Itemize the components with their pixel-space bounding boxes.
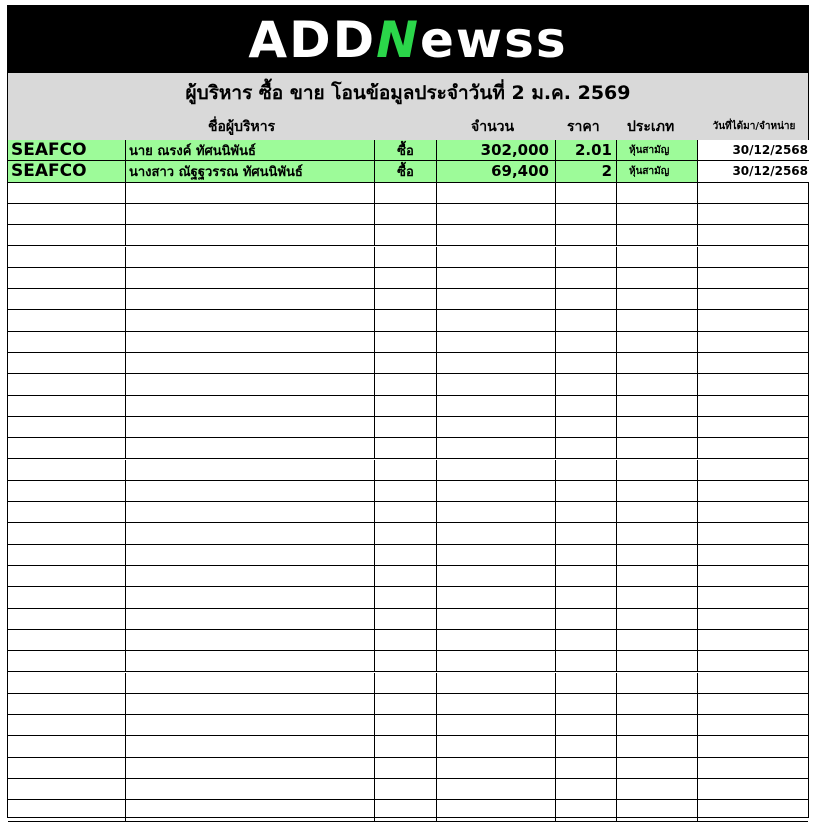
security-type-cell: [617, 502, 698, 522]
price-cell: [556, 523, 617, 543]
date-cell: [698, 523, 810, 543]
executive-name-cell: [126, 438, 375, 458]
header-amount: จำนวน: [471, 113, 514, 140]
date-cell: [698, 268, 810, 288]
date-cell: [698, 396, 810, 416]
symbol-cell: [8, 673, 126, 693]
symbol-cell: [8, 779, 126, 799]
executive-name-cell: [126, 736, 375, 756]
date-cell: [698, 183, 810, 203]
executive-name-cell: [126, 183, 375, 203]
amount-cell: [437, 715, 556, 735]
date-cell: [698, 609, 810, 629]
price-cell: [556, 545, 617, 565]
executive-name-cell: [126, 268, 375, 288]
action-cell: [375, 204, 437, 224]
table-row: [8, 481, 808, 502]
action-cell: [375, 758, 437, 778]
table-row: [8, 736, 808, 757]
price-cell: [556, 758, 617, 778]
executive-name-cell: [126, 694, 375, 714]
amount-cell: [437, 481, 556, 501]
price-cell: [556, 332, 617, 352]
executive-name-cell: [126, 460, 375, 480]
executive-name-cell: [126, 630, 375, 650]
executive-name-cell: [126, 800, 375, 820]
date-cell: [698, 438, 810, 458]
symbol-cell: [8, 694, 126, 714]
price-cell: [556, 502, 617, 522]
executive-name-cell: [126, 758, 375, 778]
date-cell: [698, 673, 810, 693]
executive-name-cell: [126, 523, 375, 543]
price-cell: [556, 310, 617, 330]
amount-cell: [437, 374, 556, 394]
executive-name-cell: [126, 609, 375, 629]
amount-cell: [437, 353, 556, 373]
table-row: [8, 630, 808, 651]
executive-name-cell: [126, 310, 375, 330]
logo-text-ewss: ewss: [419, 10, 568, 69]
date-cell: [698, 460, 810, 480]
action-cell: ซื้อ: [375, 140, 437, 160]
logo-text-n: N: [376, 10, 420, 69]
security-type-cell: [617, 651, 698, 671]
action-cell: [375, 523, 437, 543]
security-type-cell: [617, 310, 698, 330]
table-row: [8, 374, 808, 395]
table-row: [8, 289, 808, 310]
security-type-cell: หุ้นสามัญ: [617, 140, 698, 160]
date-cell: [698, 310, 810, 330]
action-cell: [375, 268, 437, 288]
symbol-cell: SEAFCO: [8, 140, 126, 160]
date-cell: 30/12/2568: [698, 161, 810, 181]
action-cell: [375, 438, 437, 458]
amount-cell: [437, 396, 556, 416]
action-cell: [375, 374, 437, 394]
report-sheet: [7, 5, 809, 818]
amount-cell: [437, 651, 556, 671]
amount-cell: [437, 438, 556, 458]
symbol-cell: [8, 545, 126, 565]
symbol-cell: [8, 609, 126, 629]
table-row: [8, 587, 808, 608]
amount-cell: [437, 800, 556, 820]
action-cell: [375, 736, 437, 756]
title-bar: [8, 73, 808, 113]
security-type-cell: [617, 225, 698, 245]
date-cell: [698, 694, 810, 714]
table-row: [8, 140, 808, 161]
date-cell: [698, 800, 810, 820]
price-cell: [556, 481, 617, 501]
symbol-cell: [8, 758, 126, 778]
date-cell: [698, 332, 810, 352]
action-cell: [375, 694, 437, 714]
price-cell: [556, 715, 617, 735]
date-cell: [698, 630, 810, 650]
amount-cell: [437, 545, 556, 565]
executive-name-cell: [126, 651, 375, 671]
date-cell: [698, 374, 810, 394]
date-cell: [698, 566, 810, 586]
action-cell: [375, 779, 437, 799]
symbol-cell: [8, 374, 126, 394]
amount-cell: [437, 183, 556, 203]
security-type-cell: [617, 332, 698, 352]
price-cell: [556, 204, 617, 224]
symbol-cell: [8, 310, 126, 330]
price-cell: [556, 609, 617, 629]
action-cell: [375, 715, 437, 735]
executive-name-cell: [126, 566, 375, 586]
table-row: [8, 183, 808, 204]
security-type-cell: [617, 694, 698, 714]
security-type-cell: [617, 673, 698, 693]
table-row: [8, 396, 808, 417]
date-cell: [698, 289, 810, 309]
symbol-cell: [8, 247, 126, 267]
symbol-cell: [8, 800, 126, 820]
date-cell: [698, 204, 810, 224]
header-price: ราคา: [567, 113, 600, 140]
amount-cell: 69,400: [437, 161, 556, 181]
security-type-cell: [617, 183, 698, 203]
date-cell: [698, 502, 810, 522]
executive-name-cell: [126, 353, 375, 373]
security-type-cell: [617, 460, 698, 480]
table-row: [8, 161, 808, 182]
price-cell: [556, 694, 617, 714]
price-cell: [556, 268, 617, 288]
security-type-cell: [617, 587, 698, 607]
executive-name-cell: [126, 587, 375, 607]
executive-name-cell: [126, 396, 375, 416]
header-type: ประเภท: [627, 113, 674, 140]
date-cell: 30/12/2568: [698, 140, 810, 160]
amount-cell: 302,000: [437, 140, 556, 160]
date-cell: [698, 353, 810, 373]
table-row: [8, 460, 808, 481]
price-cell: [556, 374, 617, 394]
table-row: [8, 715, 808, 736]
action-cell: [375, 502, 437, 522]
security-type-cell: [617, 374, 698, 394]
symbol-cell: [8, 736, 126, 756]
action-cell: [375, 247, 437, 267]
symbol-cell: [8, 268, 126, 288]
price-cell: [556, 800, 617, 820]
table-row: [8, 332, 808, 353]
executive-name-cell: นางสาว ณัฐฐวรรณ ทัศนนิพันธ์: [126, 161, 375, 181]
amount-cell: [437, 460, 556, 480]
security-type-cell: [617, 438, 698, 458]
executive-name-cell: [126, 332, 375, 352]
table-row: [8, 268, 808, 289]
action-cell: [375, 566, 437, 586]
action-cell: [375, 332, 437, 352]
table-row: [8, 204, 808, 225]
date-cell: [698, 247, 810, 267]
addnewss-logo: [248, 10, 568, 69]
action-cell: [375, 651, 437, 671]
executive-name-cell: [126, 225, 375, 245]
table-row: [8, 353, 808, 374]
date-cell: [698, 587, 810, 607]
price-cell: [556, 566, 617, 586]
symbol-cell: [8, 502, 126, 522]
security-type-cell: [617, 566, 698, 586]
security-type-cell: [617, 289, 698, 309]
security-type-cell: [617, 417, 698, 437]
logo-banner: [8, 6, 808, 73]
price-cell: [556, 183, 617, 203]
logo-text-add: ADD: [248, 10, 377, 69]
date-cell: [698, 736, 810, 756]
security-type-cell: [617, 523, 698, 543]
price-cell: [556, 630, 617, 650]
security-type-cell: [617, 204, 698, 224]
amount-cell: [437, 736, 556, 756]
symbol-cell: [8, 396, 126, 416]
security-type-cell: [617, 353, 698, 373]
symbol-cell: [8, 204, 126, 224]
price-cell: [556, 225, 617, 245]
executive-name-cell: [126, 715, 375, 735]
security-type-cell: หุ้นสามัญ: [617, 161, 698, 181]
symbol-cell: [8, 715, 126, 735]
security-type-cell: [617, 247, 698, 267]
table-row: [8, 247, 808, 268]
date-cell: [698, 715, 810, 735]
action-cell: [375, 353, 437, 373]
price-cell: [556, 779, 617, 799]
header-name: ชื่อผู้บริหาร: [208, 113, 275, 140]
price-cell: [556, 460, 617, 480]
action-cell: [375, 609, 437, 629]
action-cell: [375, 630, 437, 650]
security-type-cell: [617, 736, 698, 756]
amount-cell: [437, 204, 556, 224]
action-cell: [375, 310, 437, 330]
security-type-cell: [617, 481, 698, 501]
symbol-cell: [8, 183, 126, 203]
action-cell: [375, 545, 437, 565]
action-cell: [375, 183, 437, 203]
action-cell: [375, 587, 437, 607]
security-type-cell: [617, 396, 698, 416]
action-cell: [375, 225, 437, 245]
executive-name-cell: [126, 247, 375, 267]
executive-name-cell: [126, 374, 375, 394]
price-cell: [556, 353, 617, 373]
amount-cell: [437, 566, 556, 586]
date-cell: [698, 481, 810, 501]
date-cell: [698, 225, 810, 245]
table-row: [8, 310, 808, 331]
amount-cell: [437, 289, 556, 309]
executive-name-cell: [126, 545, 375, 565]
date-cell: [698, 545, 810, 565]
amount-cell: [437, 587, 556, 607]
executive-name-cell: นาย ณรงค์ ทัศนนิพันธ์: [126, 140, 375, 160]
security-type-cell: [617, 758, 698, 778]
price-cell: [556, 673, 617, 693]
executive-name-cell: [126, 204, 375, 224]
executive-name-cell: [126, 502, 375, 522]
table-row: [8, 651, 808, 672]
table-row: [8, 694, 808, 715]
executive-name-cell: [126, 779, 375, 799]
action-cell: [375, 289, 437, 309]
action-cell: [375, 673, 437, 693]
action-cell: [375, 396, 437, 416]
price-cell: [556, 438, 617, 458]
price-cell: [556, 247, 617, 267]
amount-cell: [437, 247, 556, 267]
symbol-cell: SEAFCO: [8, 161, 126, 181]
table-row: [8, 758, 808, 779]
executive-name-cell: [126, 417, 375, 437]
table-row: [8, 779, 808, 800]
price-cell: [556, 289, 617, 309]
symbol-cell: [8, 438, 126, 458]
security-type-cell: [617, 630, 698, 650]
date-cell: [698, 651, 810, 671]
security-type-cell: [617, 609, 698, 629]
security-type-cell: [617, 800, 698, 820]
price-cell: [556, 417, 617, 437]
table-row: [8, 502, 808, 523]
symbol-cell: [8, 630, 126, 650]
action-cell: [375, 481, 437, 501]
symbol-cell: [8, 332, 126, 352]
amount-cell: [437, 225, 556, 245]
security-type-cell: [617, 715, 698, 735]
symbol-cell: [8, 651, 126, 671]
price-cell: [556, 396, 617, 416]
symbol-cell: [8, 353, 126, 373]
date-cell: [698, 779, 810, 799]
amount-cell: [437, 523, 556, 543]
amount-cell: [437, 417, 556, 437]
symbol-cell: [8, 481, 126, 501]
price-cell: 2: [556, 161, 617, 181]
action-cell: [375, 417, 437, 437]
security-type-cell: [617, 545, 698, 565]
page-title: ผู้บริหาร ซื้อ ขาย โอนข้อมูลประจำวันที่ 2 ม.ค. 2569: [185, 82, 631, 104]
symbol-cell: [8, 225, 126, 245]
amount-cell: [437, 310, 556, 330]
action-cell: ซื้อ: [375, 161, 437, 181]
table-row: [8, 417, 808, 438]
symbol-cell: [8, 566, 126, 586]
price-cell: [556, 587, 617, 607]
executive-name-cell: [126, 673, 375, 693]
date-cell: [698, 758, 810, 778]
price-cell: [556, 651, 617, 671]
amount-cell: [437, 630, 556, 650]
price-cell: [556, 736, 617, 756]
amount-cell: [437, 779, 556, 799]
symbol-cell: [8, 460, 126, 480]
executive-name-cell: [126, 289, 375, 309]
date-cell: [698, 417, 810, 437]
price-cell: 2.01: [556, 140, 617, 160]
symbol-cell: [8, 417, 126, 437]
column-header-row: [8, 113, 808, 140]
amount-cell: [437, 673, 556, 693]
table-row: [8, 800, 808, 821]
table-row: [8, 673, 808, 694]
amount-cell: [437, 694, 556, 714]
table-row: [8, 225, 808, 246]
executive-name-cell: [126, 481, 375, 501]
table-row: [8, 609, 808, 630]
header-date: วันที่ได้มา/จำหน่าย: [704, 113, 804, 140]
amount-cell: [437, 268, 556, 288]
amount-cell: [437, 502, 556, 522]
security-type-cell: [617, 779, 698, 799]
security-type-cell: [617, 268, 698, 288]
table-row: [8, 438, 808, 459]
table-row: [8, 545, 808, 566]
amount-cell: [437, 332, 556, 352]
table-row: [8, 523, 808, 544]
action-cell: [375, 460, 437, 480]
symbol-cell: [8, 523, 126, 543]
symbol-cell: [8, 587, 126, 607]
table-row: [8, 566, 808, 587]
amount-cell: [437, 758, 556, 778]
symbol-cell: [8, 289, 126, 309]
action-cell: [375, 800, 437, 820]
amount-cell: [437, 609, 556, 629]
